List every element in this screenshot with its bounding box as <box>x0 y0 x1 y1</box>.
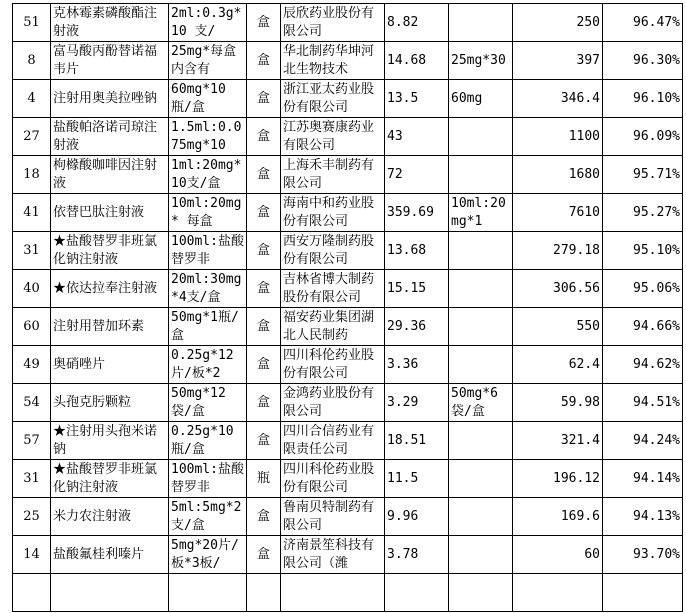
row-number-cell-text: 31 <box>23 470 40 486</box>
manufacturer-cell-text: 金鸿药业股份有限公司 <box>283 385 375 419</box>
unit-cell <box>247 118 281 156</box>
manufacturer-cell-text: 济南景笙科技有限公司（潍 <box>283 537 375 571</box>
manufacturer-cell-text: 江苏奥赛康药业有限公司 <box>283 119 375 153</box>
reference-spec-cell <box>449 384 513 422</box>
amount-cell-text: 7610 <box>568 204 600 220</box>
amount-cell <box>513 422 603 460</box>
row-number-cell-text: 31 <box>23 242 40 258</box>
specification-cell-text: 5ml:5mg*2支/盒 <box>171 499 242 533</box>
specification-cell <box>169 194 247 232</box>
table-row <box>13 4 683 42</box>
row-number-cell-text: 41 <box>23 204 40 220</box>
drug-name-cell <box>51 422 169 460</box>
row-number-cell-text: 49 <box>23 356 40 372</box>
price-cell <box>385 270 449 308</box>
rate-cell <box>603 270 683 308</box>
row-number-cell <box>13 270 51 308</box>
specification-cell <box>169 422 247 460</box>
drug-name-cell-text: 头孢克肟颗粒 <box>53 394 132 410</box>
unit-cell <box>247 42 281 80</box>
reference-spec-cell <box>449 118 513 156</box>
drug-name-cell-text: 克林霉素磷酸酯注射液 <box>53 5 158 39</box>
price-cell-text: 18.51 <box>387 432 427 448</box>
unit-cell-text: 盒 <box>256 52 270 68</box>
drug-name-cell-text: 盐酸帕洛诺司琼注射液 <box>53 119 158 153</box>
specification-cell <box>169 498 247 536</box>
amount-cell-text: 321.4 <box>560 432 600 448</box>
unit-cell <box>247 460 281 498</box>
row-number-cell-text: 40 <box>23 280 40 296</box>
row-number-cell-text: 25 <box>23 508 40 524</box>
rate-cell <box>603 536 683 574</box>
reference-spec-cell-text: 25mg*30 <box>451 52 506 68</box>
specification-cell <box>169 4 247 42</box>
amount-cell-text: 169.6 <box>560 508 600 524</box>
specification-cell <box>169 536 247 574</box>
amount-cell <box>513 460 603 498</box>
table-body <box>13 4 683 612</box>
manufacturer-cell <box>281 346 385 384</box>
specification-cell-text: 0.25g*12片/板*2 <box>171 347 234 381</box>
reference-spec-cell-text: 50mg*6袋/盒 <box>451 385 498 419</box>
price-cell-text: 3.36 <box>387 356 419 372</box>
empty-cell <box>385 574 449 612</box>
specification-cell-text: 2ml:0.3g*10 支/ <box>171 5 242 39</box>
manufacturer-cell-text: 鲁南贝特制药有限公司 <box>283 499 375 533</box>
amount-cell <box>513 384 603 422</box>
drug-name-cell-text: 注射用替加环素 <box>53 318 145 334</box>
manufacturer-cell <box>281 498 385 536</box>
unit-cell <box>247 4 281 42</box>
row-number-cell-text: 8 <box>27 52 36 68</box>
table-row <box>13 346 683 384</box>
amount-cell-text: 1680 <box>568 166 600 182</box>
unit-cell <box>247 422 281 460</box>
amount-cell <box>513 4 603 42</box>
amount-cell-text: 250 <box>576 14 600 30</box>
drug-name-cell <box>51 346 169 384</box>
price-cell-text: 72 <box>387 166 403 182</box>
reference-spec-cell <box>449 346 513 384</box>
amount-cell <box>513 156 603 194</box>
price-cell-text: 15.15 <box>387 280 427 296</box>
reference-spec-cell <box>449 460 513 498</box>
specification-cell <box>169 232 247 270</box>
table-row <box>13 118 683 156</box>
rate-cell <box>603 42 683 80</box>
rate-cell-text: 96.47% <box>633 14 680 30</box>
rate-cell <box>603 498 683 536</box>
reference-spec-cell <box>449 80 513 118</box>
manufacturer-cell-text: 浙江亚太药业股份有限公司 <box>283 81 375 115</box>
drug-name-cell <box>51 536 169 574</box>
specification-cell <box>169 460 247 498</box>
reference-spec-cell <box>449 270 513 308</box>
price-cell <box>385 384 449 422</box>
specification-cell-text: 5mg*20片/板*3板/ <box>171 537 239 571</box>
unit-cell <box>247 232 281 270</box>
amount-cell-text: 550 <box>576 318 600 334</box>
specification-cell-text: 50mg*1瓶/盒 <box>171 309 239 343</box>
price-cell-text: 3.29 <box>387 394 419 410</box>
drug-name-cell-text: ★盐酸替罗非班氯化钠注射液 <box>53 233 158 267</box>
table-row <box>13 384 683 422</box>
manufacturer-cell <box>281 42 385 80</box>
rate-cell-text: 96.10% <box>633 90 680 106</box>
table-row <box>13 42 683 80</box>
price-cell <box>385 232 449 270</box>
price-cell <box>385 80 449 118</box>
specification-cell <box>169 384 247 422</box>
amount-cell <box>513 536 603 574</box>
price-cell <box>385 498 449 536</box>
price-cell <box>385 346 449 384</box>
manufacturer-cell <box>281 308 385 346</box>
price-cell <box>385 4 449 42</box>
row-number-cell <box>13 384 51 422</box>
price-cell-text: 8.82 <box>387 14 419 30</box>
reference-spec-cell <box>449 536 513 574</box>
amount-cell-text: 60 <box>584 546 600 562</box>
amount-cell <box>513 270 603 308</box>
drug-name-cell-text: 枸橼酸咖啡因注射液 <box>53 157 158 191</box>
manufacturer-cell-text: 吉林省博大制药股份有限公司 <box>283 271 375 305</box>
empty-cell <box>247 574 281 612</box>
row-number-cell-text: 57 <box>23 432 40 448</box>
price-cell <box>385 308 449 346</box>
drug-name-cell <box>51 4 169 42</box>
drug-name-cell <box>51 232 169 270</box>
rate-cell <box>603 308 683 346</box>
unit-cell-text: 盒 <box>256 280 270 296</box>
specification-cell <box>169 308 247 346</box>
rate-cell <box>603 384 683 422</box>
row-number-cell-text: 51 <box>23 14 40 30</box>
unit-cell-text: 盒 <box>256 14 270 30</box>
specification-cell-text: 1ml:20mg*10支/盒 <box>171 157 242 191</box>
rate-cell <box>603 460 683 498</box>
specification-cell-text: 50mg*12袋/盒 <box>171 385 226 419</box>
rate-cell <box>603 4 683 42</box>
rate-cell-text: 95.10% <box>633 242 680 258</box>
unit-cell <box>247 346 281 384</box>
manufacturer-cell-text: 上海禾丰制药有限公司 <box>283 157 375 191</box>
reference-spec-cell <box>449 498 513 536</box>
specification-cell <box>169 80 247 118</box>
manufacturer-cell-text: 福安药业集团湖北人民制药 <box>283 309 375 343</box>
unit-cell-text: 盒 <box>256 432 270 448</box>
unit-cell-text: 盒 <box>256 394 270 410</box>
rate-cell <box>603 194 683 232</box>
row-number-cell <box>13 42 51 80</box>
unit-cell-text: 盒 <box>256 128 270 144</box>
manufacturer-cell <box>281 80 385 118</box>
manufacturer-cell <box>281 232 385 270</box>
rate-cell-text: 94.51% <box>633 394 680 410</box>
unit-cell-text: 瓶 <box>256 470 270 486</box>
table-row <box>13 194 683 232</box>
rate-cell <box>603 346 683 384</box>
drug-name-cell-text: 奥硝唑片 <box>53 356 106 372</box>
row-number-cell <box>13 308 51 346</box>
drug-name-cell-text: ★盐酸替罗非班氯化钠注射液 <box>53 461 158 495</box>
unit-cell-text: 盒 <box>256 546 270 562</box>
table-row <box>13 80 683 118</box>
drug-name-cell-text: 盐酸氟桂利嗪片 <box>53 546 145 562</box>
empty-cell <box>449 574 513 612</box>
reference-spec-cell <box>449 194 513 232</box>
reference-spec-cell-text: 10ml:20mg*1 <box>451 195 506 229</box>
row-number-cell <box>13 118 51 156</box>
unit-cell <box>247 536 281 574</box>
drug-name-cell-text: ★注射用头孢米诺钠 <box>53 423 158 457</box>
table-row <box>13 308 683 346</box>
rate-cell-text: 94.13% <box>633 508 680 524</box>
manufacturer-cell-text: 西安万隆制药股份有限公司 <box>283 233 375 267</box>
drug-name-cell <box>51 460 169 498</box>
unit-cell <box>247 194 281 232</box>
reference-spec-cell <box>449 308 513 346</box>
empty-cell <box>603 574 683 612</box>
specification-cell-text: 20ml:30mg*4支/盒 <box>171 271 242 305</box>
amount-cell <box>513 308 603 346</box>
drug-name-cell <box>51 384 169 422</box>
empty-cell <box>51 574 169 612</box>
row-number-cell <box>13 80 51 118</box>
unit-cell <box>247 384 281 422</box>
drug-name-cell-text: 依替巴肽注射液 <box>53 204 145 220</box>
drug-name-cell <box>51 80 169 118</box>
drug-name-cell-text: 注射用奥美拉唑钠 <box>53 90 158 106</box>
rate-cell-text: 94.14% <box>633 470 680 486</box>
drug-name-cell-text: 米力农注射液 <box>53 508 132 524</box>
amount-cell <box>513 194 603 232</box>
row-number-cell <box>13 460 51 498</box>
unit-cell-text: 盒 <box>256 356 270 372</box>
row-number-cell <box>13 422 51 460</box>
price-cell-text: 359.69 <box>387 204 434 220</box>
price-cell <box>385 460 449 498</box>
row-number-cell <box>13 498 51 536</box>
amount-cell-text: 62.4 <box>568 356 600 372</box>
rate-cell-text: 94.66% <box>633 318 680 334</box>
specification-cell-text: 100ml:盐酸替罗非 <box>171 233 244 267</box>
table-row <box>13 536 683 574</box>
price-cell-text: 14.68 <box>387 52 427 68</box>
row-number-cell <box>13 194 51 232</box>
row-number-cell <box>13 536 51 574</box>
rate-cell <box>603 422 683 460</box>
specification-cell-text: 0.25g*10瓶/盒 <box>171 423 234 457</box>
manufacturer-cell <box>281 156 385 194</box>
reference-spec-cell <box>449 422 513 460</box>
manufacturer-cell-text: 辰欣药业股份有限公司 <box>283 5 375 39</box>
amount-cell <box>513 346 603 384</box>
specification-cell-text: 1.5ml:0.075mg*10 <box>171 119 242 153</box>
unit-cell-text: 盒 <box>256 318 270 334</box>
amount-cell-text: 346.4 <box>560 90 600 106</box>
manufacturer-cell-text: 四川合信药业有限责任公司 <box>283 423 375 457</box>
amount-cell <box>513 232 603 270</box>
reference-spec-cell <box>449 4 513 42</box>
table-row-partial <box>13 574 683 612</box>
table-row <box>13 232 683 270</box>
row-number-cell <box>13 4 51 42</box>
drug-name-cell <box>51 194 169 232</box>
manufacturer-cell-text: 四川科伦药业股份有限公司 <box>283 347 375 381</box>
amount-cell-text: 196.12 <box>553 470 600 486</box>
price-cell <box>385 536 449 574</box>
unit-cell-text: 盒 <box>256 166 270 182</box>
specification-cell-text: 60mg*10瓶/盒 <box>171 81 226 115</box>
unit-cell-text: 盒 <box>256 90 270 106</box>
price-cell <box>385 422 449 460</box>
price-table <box>12 3 683 612</box>
table-row <box>13 460 683 498</box>
price-cell-text: 13.68 <box>387 242 427 258</box>
specification-cell <box>169 118 247 156</box>
specification-cell-text: 25mg*每盒内含有 <box>171 43 237 77</box>
manufacturer-cell <box>281 270 385 308</box>
price-cell <box>385 42 449 80</box>
table-row <box>13 270 683 308</box>
drug-name-cell-text: ★依达拉奉注射液 <box>53 280 158 296</box>
empty-cell <box>281 574 385 612</box>
manufacturer-cell-text: 海南中和药业股份有限公司 <box>283 195 375 229</box>
unit-cell-text: 盒 <box>256 508 270 524</box>
specification-cell-text: 100ml:盐酸替罗非 <box>171 461 244 495</box>
row-number-cell-text: 54 <box>23 394 40 410</box>
manufacturer-cell-text: 四川科伦药业股份有限公司 <box>283 461 375 495</box>
drug-name-cell-text: 富马酸丙酚替诺福韦片 <box>53 43 158 77</box>
row-number-cell <box>13 346 51 384</box>
amount-cell <box>513 498 603 536</box>
price-cell-text: 3.78 <box>387 546 419 562</box>
rate-cell <box>603 156 683 194</box>
table-row <box>13 156 683 194</box>
unit-cell-text: 盒 <box>256 204 270 220</box>
reference-spec-cell <box>449 232 513 270</box>
price-cell <box>385 156 449 194</box>
unit-cell-text: 盒 <box>256 242 270 258</box>
rate-cell-text: 96.30% <box>633 52 680 68</box>
price-cell <box>385 118 449 156</box>
row-number-cell-text: 18 <box>23 166 40 182</box>
manufacturer-cell <box>281 118 385 156</box>
specification-cell-text: 10ml:20mg* 每盒 <box>171 195 242 229</box>
reference-spec-cell <box>449 42 513 80</box>
amount-cell-text: 59.98 <box>560 394 600 410</box>
rate-cell <box>603 232 683 270</box>
manufacturer-cell-text: 华北制药华坤河北生物技术 <box>283 43 375 77</box>
rate-cell <box>603 118 683 156</box>
specification-cell <box>169 42 247 80</box>
rate-cell <box>603 80 683 118</box>
amount-cell-text: 397 <box>576 52 600 68</box>
row-number-cell-text: 14 <box>23 546 40 562</box>
specification-cell <box>169 270 247 308</box>
drug-name-cell <box>51 156 169 194</box>
empty-cell <box>13 574 51 612</box>
rate-cell-text: 95.71% <box>633 166 680 182</box>
unit-cell <box>247 80 281 118</box>
specification-cell <box>169 346 247 384</box>
manufacturer-cell <box>281 536 385 574</box>
manufacturer-cell <box>281 422 385 460</box>
row-number-cell-text: 60 <box>23 318 40 334</box>
rate-cell-text: 94.62% <box>633 356 680 372</box>
specification-cell <box>169 156 247 194</box>
row-number-cell <box>13 156 51 194</box>
price-cell-text: 13.5 <box>387 90 419 106</box>
unit-cell <box>247 270 281 308</box>
drug-name-cell <box>51 42 169 80</box>
drug-name-cell <box>51 118 169 156</box>
unit-cell <box>247 498 281 536</box>
drug-name-cell <box>51 308 169 346</box>
amount-cell <box>513 80 603 118</box>
price-cell-text: 29.36 <box>387 318 427 334</box>
price-cell-text: 43 <box>387 128 403 144</box>
manufacturer-cell <box>281 384 385 422</box>
table-row <box>13 498 683 536</box>
row-number-cell-text: 27 <box>23 128 40 144</box>
table-row <box>13 422 683 460</box>
reference-spec-cell-text: 60mg <box>451 90 483 106</box>
unit-cell <box>247 308 281 346</box>
drug-name-cell <box>51 498 169 536</box>
row-number-cell <box>13 232 51 270</box>
drug-name-cell <box>51 270 169 308</box>
rate-cell-text: 95.06% <box>633 280 680 296</box>
row-number-cell-text: 4 <box>27 90 36 106</box>
price-cell-text: 11.5 <box>387 470 419 486</box>
unit-cell <box>247 156 281 194</box>
rate-cell-text: 94.24% <box>633 432 680 448</box>
empty-cell <box>513 574 603 612</box>
empty-cell <box>169 574 247 612</box>
manufacturer-cell <box>281 194 385 232</box>
rate-cell-text: 96.09% <box>633 128 680 144</box>
rate-cell-text: 93.70% <box>633 546 680 562</box>
amount-cell-text: 306.56 <box>553 280 600 296</box>
amount-cell <box>513 42 603 80</box>
manufacturer-cell <box>281 4 385 42</box>
amount-cell-text: 1100 <box>568 128 600 144</box>
rate-cell-text: 95.27% <box>633 204 680 220</box>
amount-cell-text: 279.18 <box>553 242 600 258</box>
amount-cell <box>513 118 603 156</box>
price-cell <box>385 194 449 232</box>
price-cell-text: 9.96 <box>387 508 419 524</box>
manufacturer-cell <box>281 460 385 498</box>
reference-spec-cell <box>449 156 513 194</box>
